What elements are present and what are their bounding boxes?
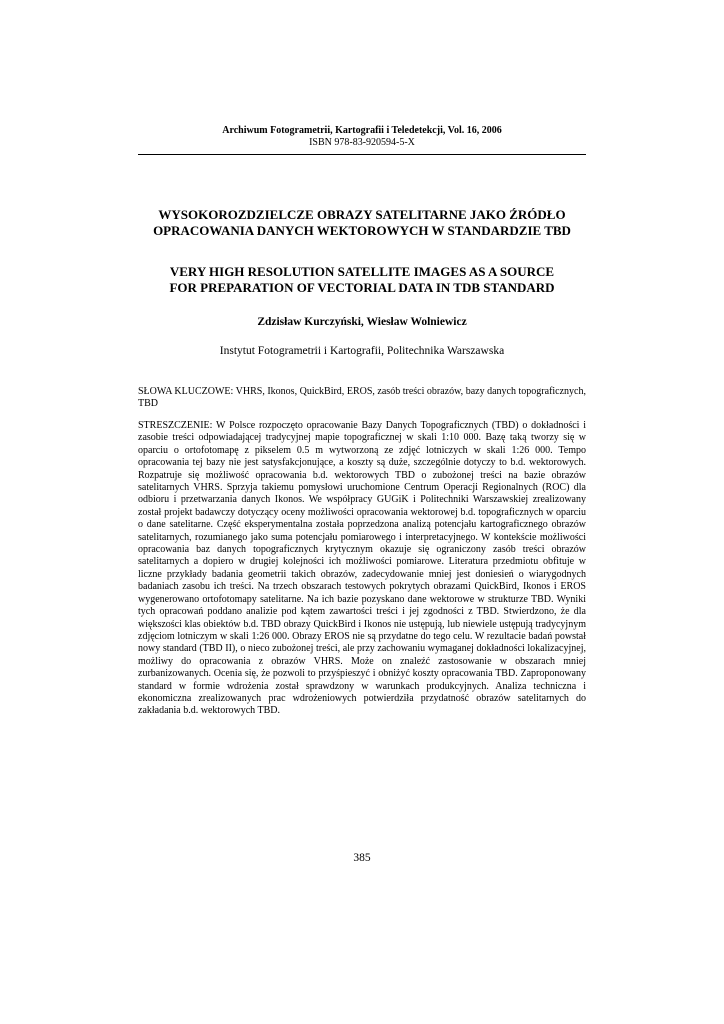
title-polish-line-2: OPRACOWANIA DANYCH WEKTOROWYCH W STANDARDZIE TBD [153, 223, 571, 238]
keywords: SŁOWA KLUCZOWE: VHRS, Ikonos, QuickBird, EROS, zasób treści obrazów, bazy danych topograficznych, TBD [138, 386, 586, 410]
page-number: 385 [353, 852, 371, 864]
header-rule [138, 154, 586, 155]
journal-header [138, 125, 586, 149]
authors: Zdzisław Kurczyński, Wiesław Wolniewicz [257, 316, 467, 328]
title-english-line-2: FOR PREPARATION OF VECTORIAL DATA IN TDB STANDARD [169, 280, 555, 295]
journal-title: Archiwum Fotogrametrii, Kartografii i Teledetekcji, Vol. 16, 2006 [222, 125, 502, 136]
affiliation: Instytut Fotogrametrii i Kartografii, Politechnika Warszawska [219, 345, 505, 357]
title-polish-line-1: WYSOKOROZDZIELCZE OBRAZY SATELITARNE JAKO ŹRÓDŁO [158, 207, 566, 222]
isbn: ISBN 978-83-920594-5-X [309, 137, 415, 148]
abstract: STRESZCZENIE: W Polsce rozpoczęto opracowanie Bazy Danych Topograficznych (TBD) o dokładności i zasobie treści odpowiadającej tradycyjnej mapie topograficznej w skali 1:10 000. Bazę taką tworzy się w oparciu o ortofotomapę z pikselem 0.5 m wytworzoną ze zdjęć lotniczych w skali 1:26 000. Tempo opracowania tej bazy nie jest satysfakcjonujące, a koszty są duże, szczególnie dotyczy to b.d. wektorowych. Rozpatruje się możliwość opracowania b.d. wektorowych TBD o zubożonej treści na bazie obrazów satelitarnych VHRS. Sprzyja takiemu pomysłowi uruchomione Centrum Operacji Regionalnych (ROC) dla odbioru i przetwarzania danych Ikonos. We współpracy GUGiK i Politechniki Warszawskiej zrealizowany został projekt badawczy dotyczący oceny możliwości opracowania wektorowej b.d. topograficznych w oparciu o dane satelitarne. Część eksperymentalna została poprzedzona analizą potencjału kartograficznego obrazów satelitarnych, rozumianego jako suma potencjału pomiarowego i interpretacyjnego. W kontekście możliwości opracowania baz danych topograficznych krytycznym okazuje się ograniczony zasób treści obrazów satelitarnych a dopiero w drugiej kolejności ich możliwości pomiarowe. Literatura przedmiotu obfituje w liczne przykłady badania geometrii takich obrazów, zadecydowanie mniej jest doniesień o wiarygodnych badaniach zasobu ich treści. Na trzech obszarach testowych pokrytych obrazami QuickBird, Ikonos i EROS wygenerowano ortofotomapy satelitarne. Na ich bazie pozyskano dane wektorowe w strukturze TBD. Wyniki tych opracowań poddano analizie pod kątem zawartości treści i jej zgodności z TBD. Stwierdzono, że dla większości klas obiektów b.d. TBD obrazy QuickBird i Ikonos nie ustępują, lub niewiele ustępują tradycyjnym zdjęciom lotniczym w skali 1:26 000. Obrazy EROS nie są przydatne do tego celu. W rezultacie badań powstał nowy standard (TBD II), o nieco zubożonej treści, ale przy zachowaniu wymaganej dokładności lokalizacyjnej, możliwy do opracowania z obrazów VHRS. Może on znaleźć zastosowanie w obszarach mniej zurbanizowanych. Ocenia się, że pozwoli to przyśpieszyć i obniżyć koszty opracowania TBD. Zaproponowany standard w formie wdrożenia został sprawdzony w warunkach produkcyjnych. Analiza techniczna i ekonomiczna zrealizowanych prac wdrożeniowych potwierdziła przydatność obrazów satelitarnych do zakładania b.d. wektorowych TBD. [138, 420, 586, 717]
title-english [128, 264, 596, 296]
title-polish [128, 207, 596, 239]
title-english-line-1: VERY HIGH RESOLUTION SATELLITE IMAGES AS A SOURCE [169, 264, 555, 279]
